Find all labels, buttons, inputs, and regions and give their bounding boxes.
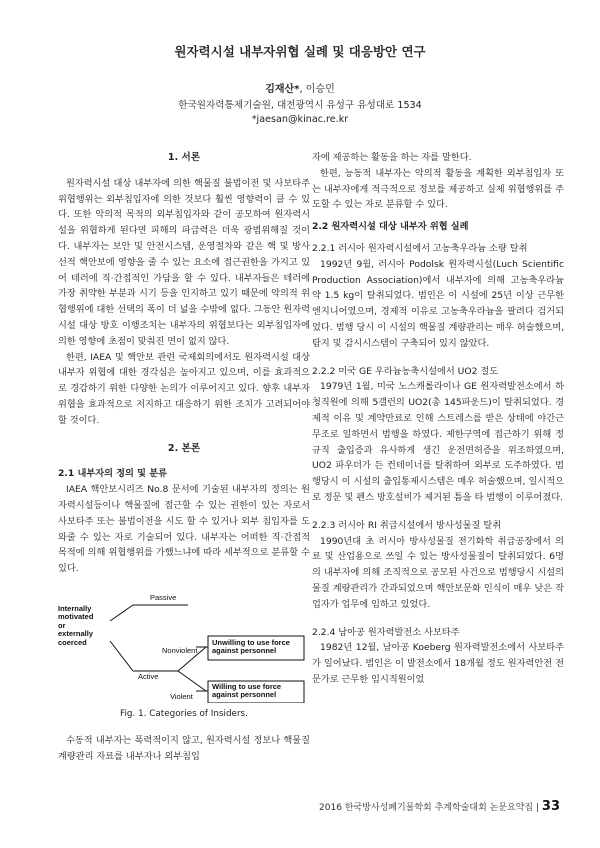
email: *jaesan@kinac.re.kr [251,114,349,125]
nonviolent-label: Nonviolent [162,645,198,655]
box-unwilling-text: Unwilling to use force against personnel [212,637,290,656]
section-body-heading: 2. 본론 [167,442,201,454]
case-1-heading: 2.2.1 러시아 원자력시설에서 고농축우라늄 소량 탈취 [312,242,528,254]
case-3-heading: 2.2.3 러시아 RI 취급시설에서 방사성물질 탈취 [312,519,502,531]
page-footer [319,799,560,814]
section-intro-heading: 1. 서론 [167,152,201,163]
case-4-heading: 2.2.4 남아공 원자력발전소 사보타주 [312,626,460,638]
page-number: 33 [541,799,560,814]
case-2-heading: 2.2.2 미국 GE 우라늄농축시설에서 UO2 절도 [312,365,499,377]
definition-paragraph: IAEA 핵안보시리즈 No.8 문서에 기술된 내부자의 정의는 원자력시설등이나 핵물질에 접근할 수 있는 권한이 있는 자로서 사보타주 또는 불법이전을 시도 할 수 있거나 외부 침입자를 도와줄 수 있는 자로 기술되어 있다. 내부자는 어떠한 직·간접적 목적에 의해 위협행위를 가했느냐에 따라 세부적으로 분류할 수 있다. [58,484,310,575]
subsection-2-2-heading: 2.2 원자력시설 대상 내부자 위협 실례 [312,221,469,233]
footer-separator: | [535,803,540,813]
figure-caption: Fig. 1. Categories of Insiders. [120,708,248,719]
violent-label: Violent [170,691,193,701]
right-column [312,150,564,688]
intro-paragraph-2: 한편, IAEA 및 핵안보 관련 국제회의에서도 원자력시설 대상 내부자 위협에 대한 경각심은 높아지고 있으며, 이를 효과적으로 경감하기 위한 다양한 논의가 이루어지고 있다. 향후 내부자 위협을 효과적으로 저지하고 대응하기 위한 조치가 고려되어야 할 것이다. [58,351,310,426]
subsection-2-1-heading: 2.1 내부자의 정의 및 분류 [58,468,167,480]
case-3-paragraph: 1990년대 초 러시아 방사성물질 전기화학 취급공장에서 의료 및 산업용으로 쓰일 수 있는 방사성물질이 탈취되었다. 6명의 내부자에 의해 조직적으로 공모된 사건으로 범행당시 시설의 물질 계량관리가 간과되었으며 핵안보문화 인식이 매우 낮은 작업자가 업무에 임하고 있었다. [312,535,564,610]
passive-label: Passive [150,592,177,602]
footer-text: 2016 한국방사성폐기물학회 추계학술대회 논문요약집 [319,803,534,813]
co-author: , 이승민 [299,84,335,95]
continued-paragraph: 자에 제공하는 활동을 하는 자를 말한다. [312,152,472,163]
box-willing-text: Willing to use force against personnel [212,681,282,700]
active-insider-paragraph: 한편, 능동적 내부자는 악의적 활동을 계획한 외부침입자 또는 내부자에게 적극적으로 정보를 제공하고 실제 위협행위를 주도할 수 있는 자로 분류할 수 있다. [312,167,564,211]
intro-paragraph-1: 원자력시설 대상 내부자에 의한 핵물질 불법이전 및 사보타주 위협행위는 외부침입자에 의한 것보다 훨씬 영향력이 클 수 있다. 또한 악의적 목적의 외부침입자와 같이 공모하여 원자력시설을 위협하게 된다면 피해의 파급력은 더욱 광범위해질 것이다. 내부자는 보안 및 안전시스템, 운영절차와 같은 핵 및 방사선적 핵안보에 영향을 줄 수 있는 요소에 접근권한을 가지고 있어 테러에 직·간접적인 가담을 할 수 있다. 내부자들은 테러에 가장 취약한 부분과 시기 등을 인지하고 있기 때문에 악의적 위협행위에 대한 선택의 폭이 더 넓을 수밖에 없다. 그동안 원자력시설 대상 방호 이행조치는 내부자의 위협보다는 외부침입자에 의한 영향에 초점이 맞춰진 면이 없지 않다. [58,177,310,347]
active-label: Active [138,671,159,681]
case-1-paragraph: 1992년 9월, 러시아 Podolsk 원자력시설(Luch Scientific Production Association)에서 내부자에 의해 고농축우라늄 약 1.5 kg이 탈취되었다. 범인은 이 시설에 25년 이상 근무한 엔지니어였으며, 경제적 이유로 고농축우라늄을 팔려다 검거되었다. 범행 당시 이 시설의 핵물질 계량관리는 매우 허술했으며, 탐지 및 감시시스템이 구축되어 있지 않았다. [312,258,564,349]
affiliation: 한국원자력통제기술원, 대전광역시 유성구 유성대로 1534 [178,100,422,111]
left-column [58,150,310,764]
case-4-paragraph: 1982년 12월, 남아공 Koeberg 원자력발전소에서 사보타주가 일어났다. 범인은 이 발전소에서 18개월 정도 원자력안전 전문가로 근무한 임시직원이었 [312,642,564,685]
main-author: 김재산* [265,84,300,95]
origin-label: Internally motivated or externally coerced [58,603,94,647]
case-2-paragraph: 1979년 1월, 미국 노스캐롤라이나 GE 원자력발전소에서 하청직원에 의해 5갤런의 UO2(총 145파운드)이 탈취되었다. 경제적 이유 및 계약만료로 인해 스트레스를 받은 상태에 야간근무조로 일하면서 범행을 하였다. 제한구역에 접근하기 위해 정규직 출입증과 유사하게 생긴 운전면허증을 위조하였으며, UO2 파우더가 든 컨테이너를 탈취하여 외부로 도주하였다. 범행당시 이 시설의 출입통제시스템은 매우 허술했으며, 일시적으로 정문 및 펜스 방호설비가 제거된 틈을 타 범행이 이루어졌다. [312,381,564,503]
passive-insider-paragraph: 수동적 내부자는 폭력적이지 않고, 원자력시설 정보나 핵물질 계량관리 자료를 내부자나 외부침입 [58,734,310,762]
insider-categories-figure [58,585,310,703]
authors [0,80,600,95]
paper-title: 원자력시설 내부자위협 실례 및 대응방안 연구 [174,44,426,59]
